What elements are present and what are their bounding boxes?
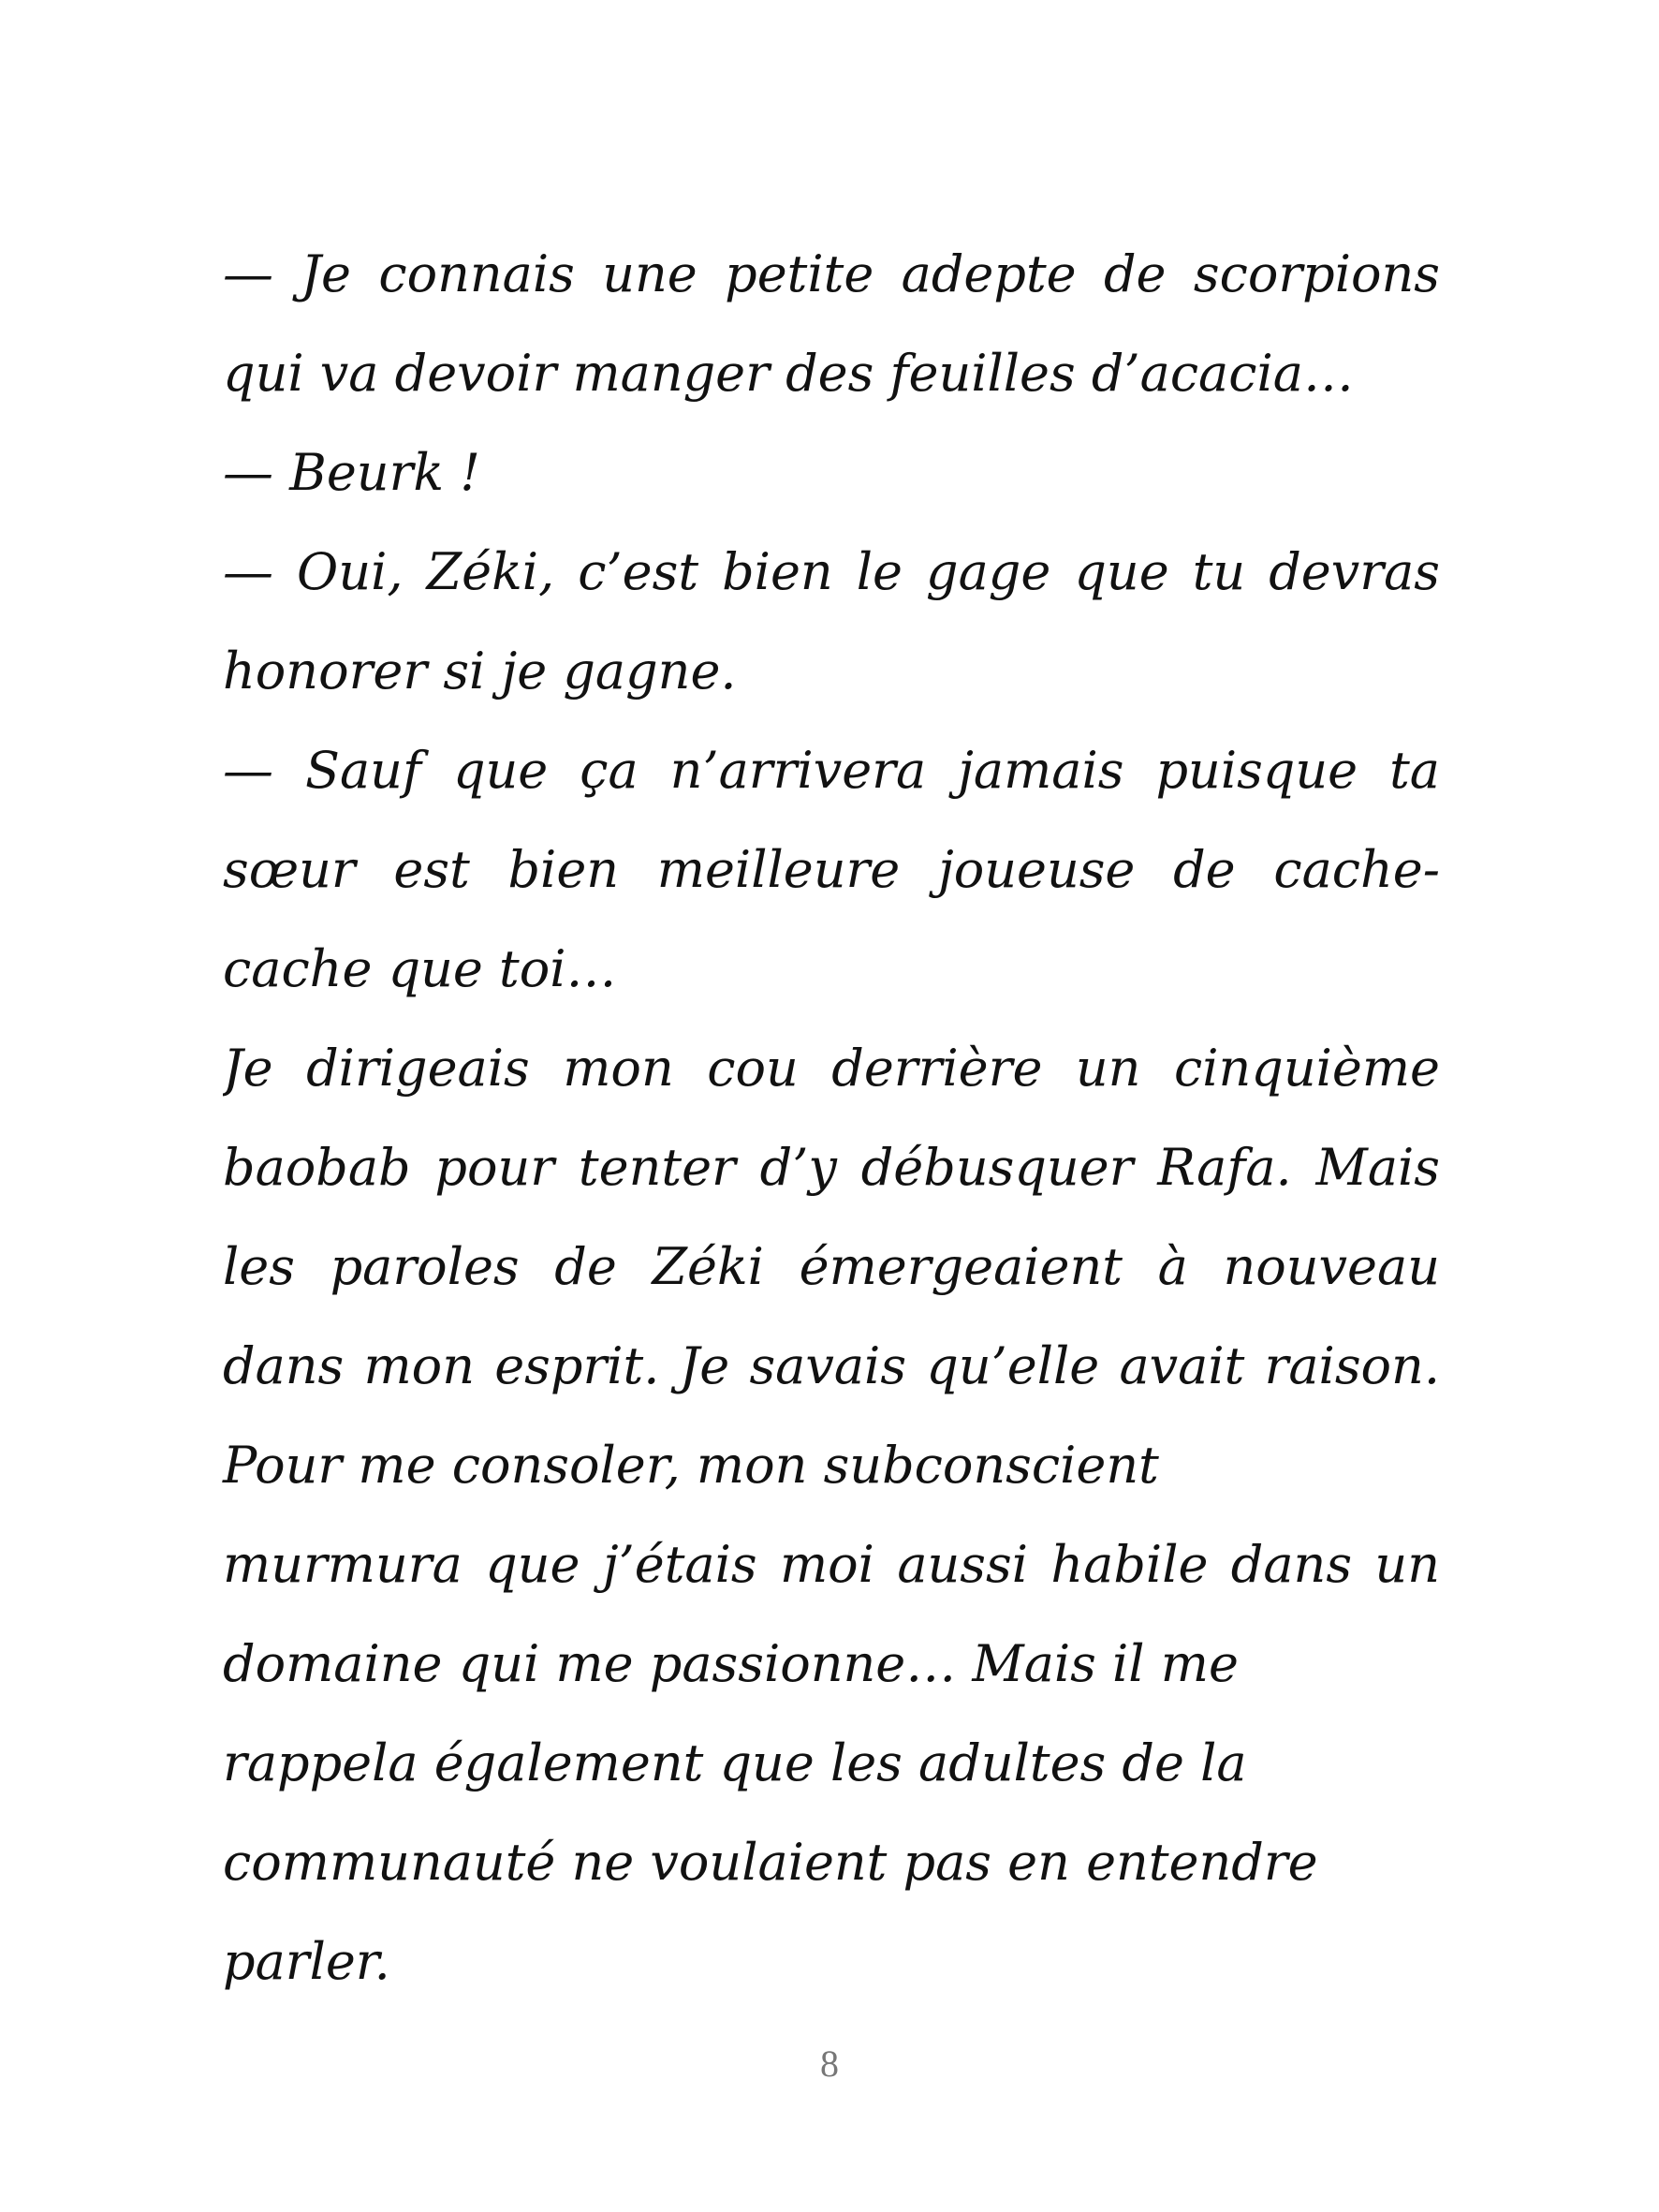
text-line: — Sauf que ça n’arrivera jamais puisque ta bbox=[223, 741, 1440, 800]
text-line: les paroles de Zéki émergeaient à nouveau bbox=[223, 1237, 1440, 1296]
text-line: Je dirigeais mon cou derrière un cinquième bbox=[223, 1039, 1440, 1098]
text-line: Pour me consoler, mon subconscient bbox=[223, 1436, 1159, 1495]
text-line: murmura que j’étais moi aussi habile dans un bbox=[223, 1535, 1440, 1594]
text-line: sœur est bien meilleure joueuse de cache- bbox=[223, 840, 1440, 899]
text-line: dans mon esprit. Je savais qu’elle avait raison. bbox=[223, 1336, 1440, 1395]
text-line: — Je connais une petite adepte de scorpions bbox=[223, 244, 1440, 303]
text-line: qui va devoir manger des feuilles d’acacia… bbox=[223, 344, 1354, 403]
text-line: rappela également que les adultes de la bbox=[223, 1733, 1247, 1792]
text-line: — Oui, Zéki, c’est bien le gage que tu devras bbox=[223, 542, 1440, 601]
text-line: communauté ne voulaient pas en entendre bbox=[223, 1833, 1318, 1892]
text-line: parler. bbox=[223, 1932, 390, 1991]
text-line: cache que toi… bbox=[223, 939, 617, 998]
text-line: honorer si je gagne. bbox=[223, 641, 737, 700]
text-line: domaine qui me passionne… Mais il me bbox=[223, 1634, 1239, 1693]
body-text bbox=[223, 225, 1440, 2012]
text-line: baobab pour tenter d’y débusquer Rafa. Mais bbox=[223, 1138, 1440, 1197]
text-line: — Beurk ! bbox=[223, 443, 480, 502]
page-number: 8 bbox=[820, 2042, 839, 2085]
